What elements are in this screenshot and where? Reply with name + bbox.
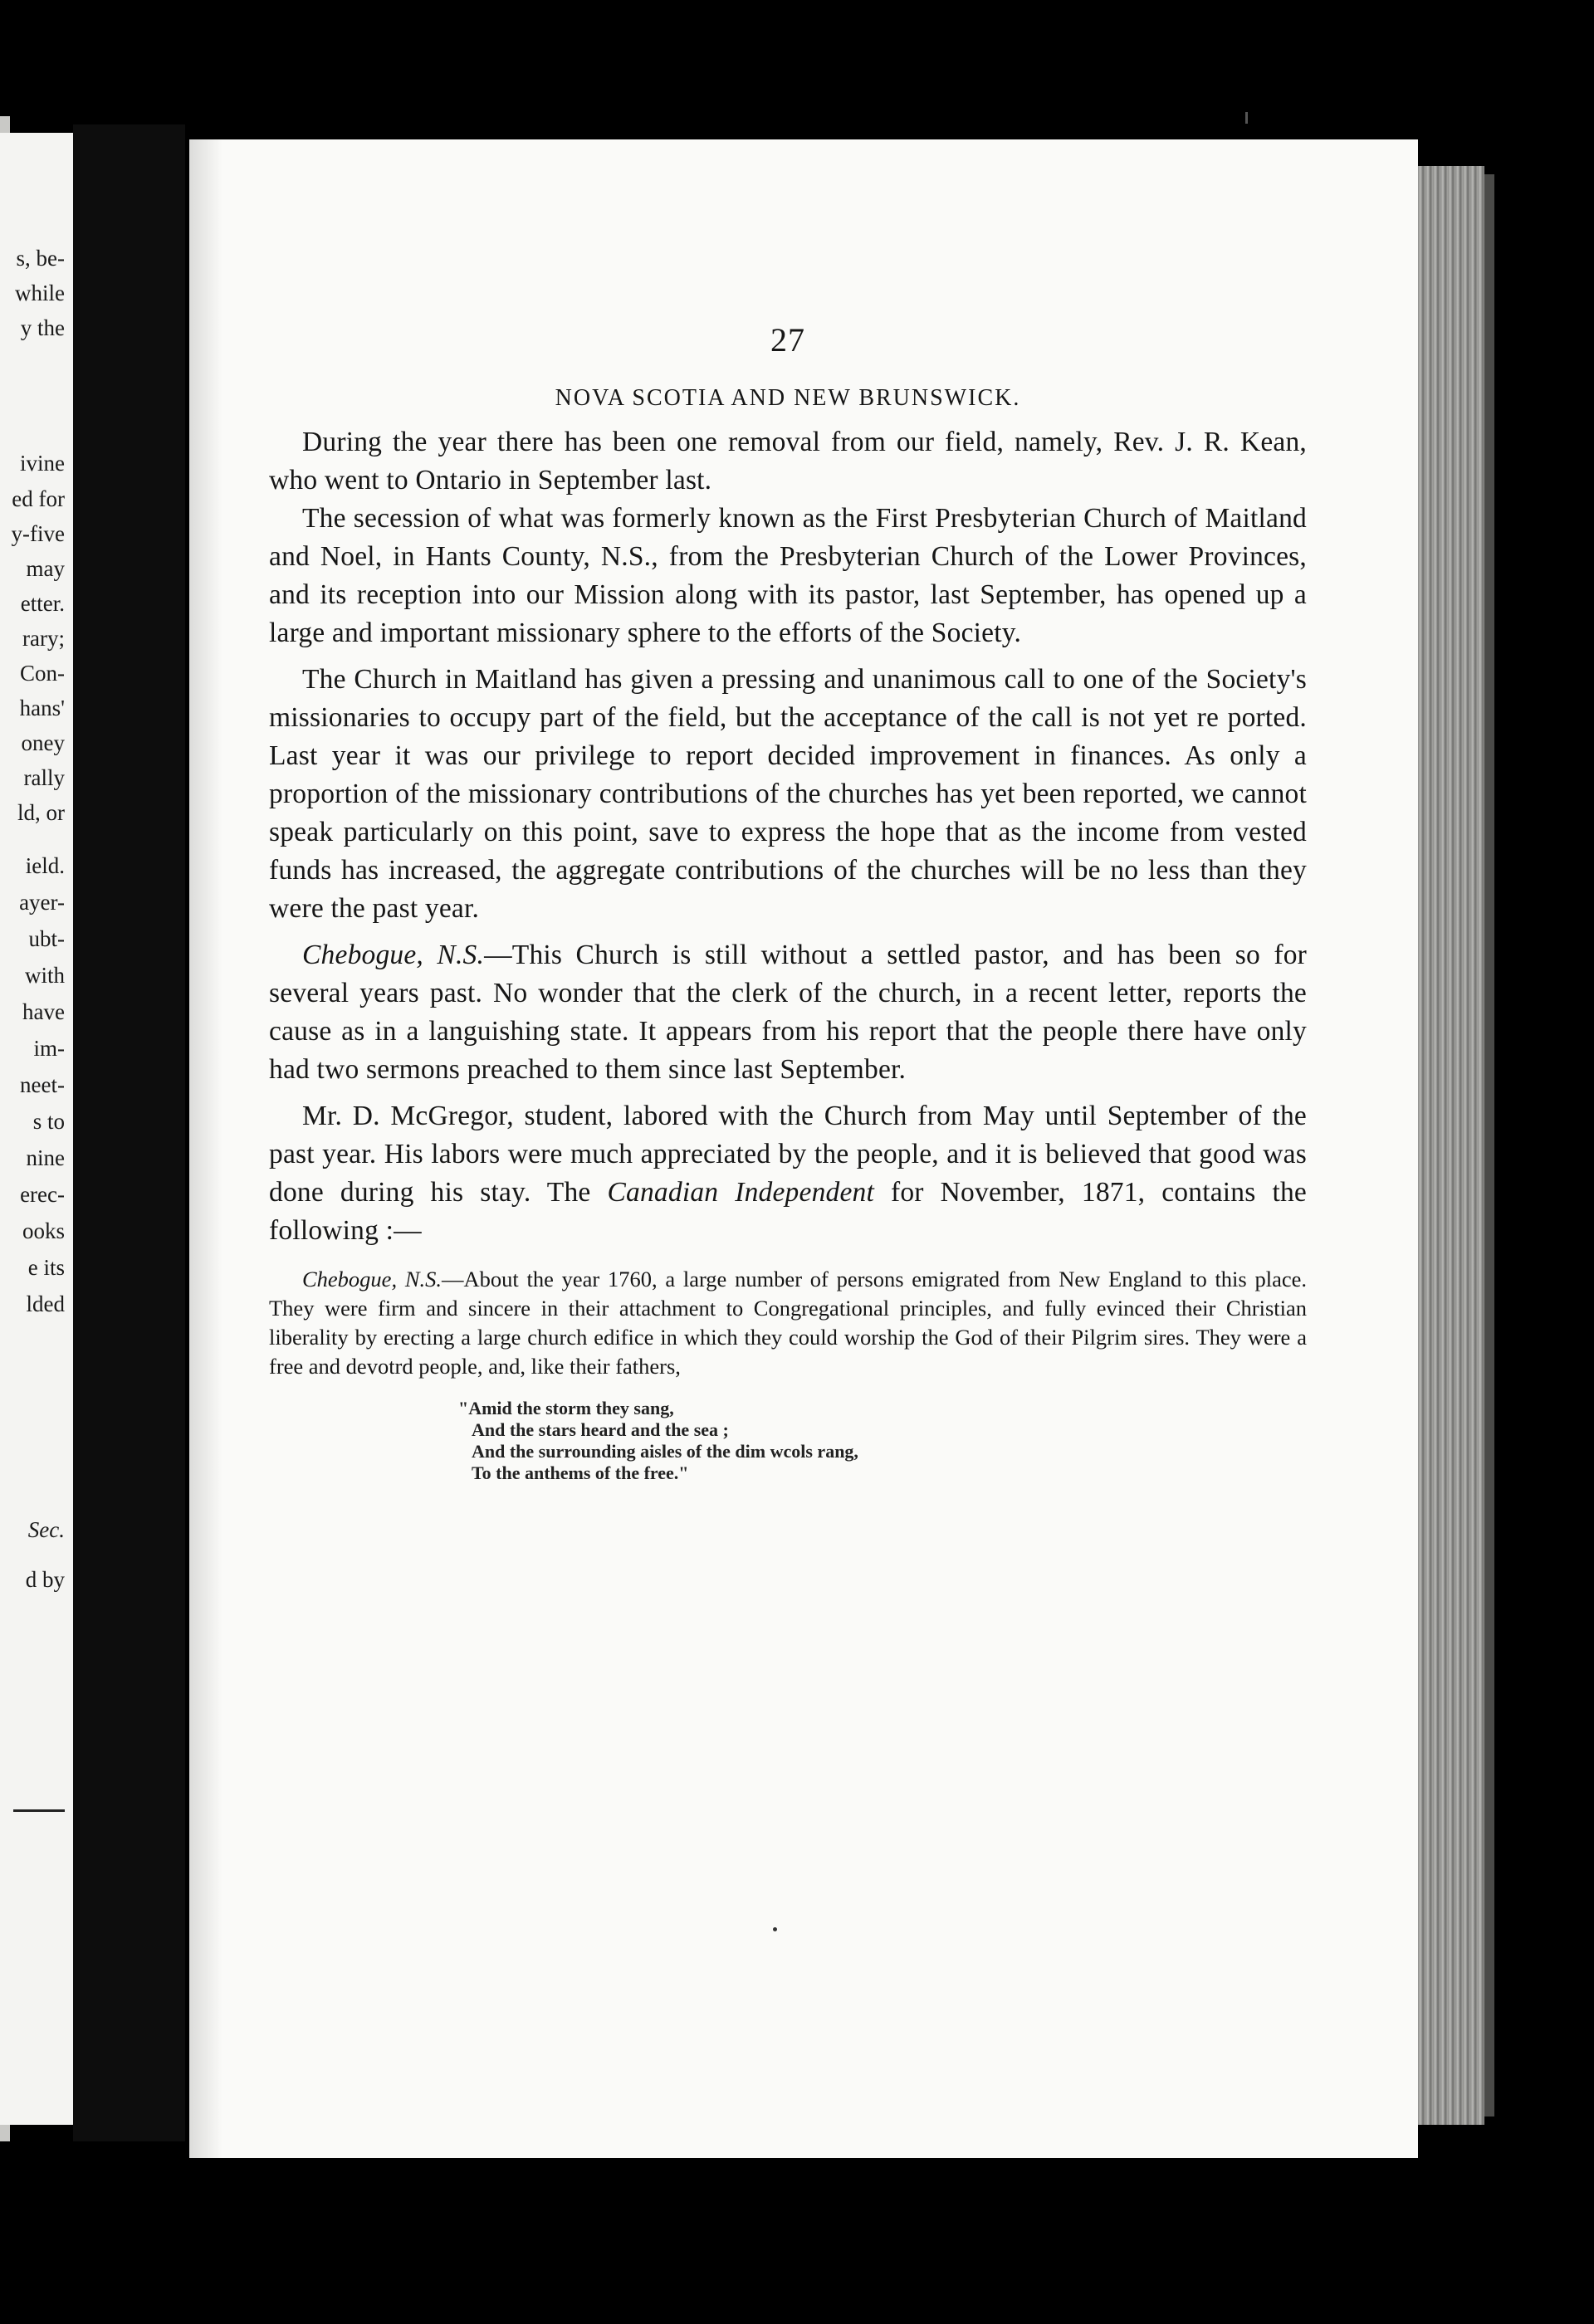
page-text (269, 321, 1308, 1484)
book-fore-edge (1418, 166, 1484, 2125)
left-page-line-fragment: im- (33, 1036, 65, 1061)
left-page-line-fragment: ield. (25, 853, 65, 878)
left-page-line-fragment: ayer- (19, 890, 65, 915)
paragraph-removal: During the year there has been one removal from our field, namely, Rev. J. R. Kean, who went to Ontario in September last. (269, 427, 1307, 496)
left-page-line-fragment: Con- (20, 661, 65, 686)
quoted-paragraph (269, 1265, 1307, 1381)
left-page-line-fragment: hans' (19, 696, 65, 720)
left-page-line-fragment: rary; (22, 626, 65, 651)
left-page-line-fragment: ld, or (17, 800, 65, 825)
quote-place-name: Chebogue, N.S. (302, 1267, 442, 1291)
previous-page-fragment (0, 133, 73, 2125)
left-page-line-fragment: d by (25, 1567, 65, 1592)
poem-line: And the surrounding aisles of the dim wcols rang, (472, 1441, 858, 1462)
page-number: 27 (770, 321, 805, 359)
left-page-line-fragment: ivine (20, 451, 65, 476)
left-page-line-fragment: e its (27, 1255, 65, 1280)
left-page-rule (13, 1809, 65, 1812)
poem-line: "Amid the storm they sang, (458, 1398, 674, 1418)
left-page-line-fragment: have (22, 999, 65, 1024)
paragraph-mcgregor-text-a: Mr. D. McGregor, student, labored with the Church from May until September of the past year. His labors were much appreciated by the people, and it is believed that good was done during his stay. The (269, 1101, 1307, 1208)
left-page-line-fragment: ubt- (28, 926, 65, 951)
left-page-line-fragment: s, be- (16, 246, 65, 271)
paragraph-chebogue (269, 936, 1307, 1089)
journal-title: Canadian Independent (607, 1177, 874, 1208)
paragraph-mcgregor-text-b: for November, 1871, contains the following :— (269, 1177, 1307, 1246)
page-gutter-shadow (189, 139, 222, 2158)
paragraph-mcgregor (269, 1097, 1307, 1250)
paragraph-chebogue-text: —This Church is still without a settled pastor, and has been so for several years past. No wonder that the clerk of the church, in a recent letter, reports the cause as in a languishing state. It appears from his report that the people there have only had two sermons preached to them since last September. (269, 940, 1307, 1085)
book-fore-edge-shadow (1484, 174, 1494, 2116)
section-title: NOVA SCOTIA AND NEW BRUNSWICK. (555, 385, 1021, 411)
left-page-line-fragment: while (15, 281, 65, 305)
scan-mark (1245, 112, 1248, 124)
left-page-line-fragment: nine (26, 1145, 65, 1170)
paragraph-maitland: The Church in Maitland has given a pressing and unanimous call to one of the Society's missionaries to occupy part of the field, but the acceptance of the call is not yet re ported. Last year it was our privilege to report decided improvement in finances. As only a proportion of the missionary contributions of the churches has yet been reported, we cannot speak particularly on this point, save to express the hope that as the income from vested funds has increased, the aggregate contributions of the churches will be no less than they were the past year. (269, 664, 1307, 924)
left-page-line-fragment: y the (20, 315, 65, 340)
left-page-line-fragment: may (26, 556, 65, 581)
left-page-line-fragment: rally (23, 765, 65, 790)
left-page-line-fragment: oney (21, 730, 65, 755)
left-page-line-fragment: ed for (12, 486, 65, 511)
paragraph-secession: The secession of what was formerly known as the First Presbyterian Church of Maitland and Noel, in Hants County, N.S., from the Presbyterian Church of the Lower Provinces, and its reception into our Mission along with its pastor, last September, has opened up a large and important missionary sphere to the efforts of the Society. (269, 503, 1307, 648)
book-gutter (73, 124, 185, 2141)
left-page-line-fragment: y-five (11, 521, 65, 546)
left-page-line-fragment: Sec. (27, 1517, 65, 1542)
quoted-text: —About the year 1760, a large number of persons emigrated from New England to this place. They were firm and sincere in their attachment to Congregational principles, and fully evinced their Christian liberality by erecting a large church edifice in which they could worship the God of their Pilgrim sires. They were a free and devotrd people, and, like their fathers, (269, 1267, 1308, 1379)
left-page-line-fragment: erec- (20, 1182, 65, 1207)
ink-speck (773, 1927, 777, 1931)
poem-line: To the anthems of the free." (472, 1462, 689, 1483)
left-page-line-fragment: ooks (22, 1218, 65, 1243)
left-page-line-fragment: lded (26, 1291, 65, 1316)
left-page-line-fragment: neet- (20, 1072, 65, 1097)
book-page (189, 139, 1418, 2158)
place-name: Chebogue, N.S. (302, 940, 485, 970)
poem-line: And the stars heard and the sea ; (472, 1419, 729, 1440)
left-page-line-fragment: etter. (20, 591, 65, 616)
left-page-line-fragment: s to (32, 1109, 65, 1134)
poem-quote (458, 1398, 1307, 1484)
left-page-line-fragment: with (24, 963, 65, 988)
